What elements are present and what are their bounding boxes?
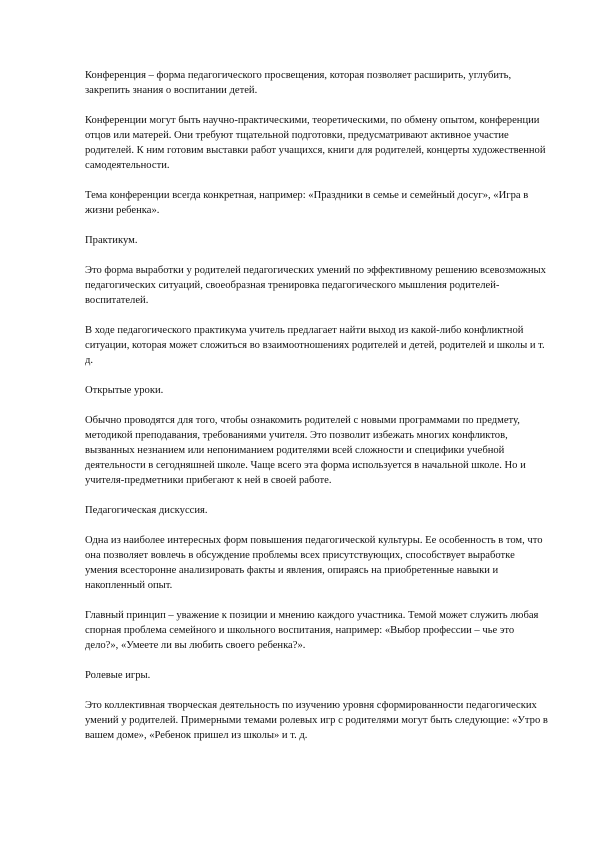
paragraph-practicum-definition: Это форма выработки у родителей педагогических умений по эффективному решению всевозможных педагогических ситуаций, своеобразная тренировка педагогического мышления родителей-воспитателей.	[85, 265, 546, 306]
paragraph-practicum-process: В ходе педагогического практикума учитель предлагает найти выход из какой-либо конфликтной ситуации, которая может сложиться во взаимоотношениях родителей и детей, родителей и школы и т. д.	[85, 325, 545, 366]
heading-role-games: Ролевые игры.	[85, 670, 151, 681]
paragraph-discussion-definition: Одна из наиболее интересных форм повышения педагогической культуры. Ее особенность в том, что она позволяет вовлечь в обсуждение проблемы всех присутствующих, способствует выработке умения всесторонне анализировать факты и явления, опираясь на приобретенные навыки и накопленный опыт.	[85, 535, 543, 591]
paragraph-conference-definition: Конференция – форма педагогического просвещения, которая позволяет расширить, углубить, закрепить знания о воспитании детей.	[85, 70, 512, 96]
paragraph-role-games: Это коллективная творческая деятельность по изучению уровня сформированности педагогических умений у родителей. Примерными темами ролевых игр с родителями могут быть следующие: «Утро в вашем доме», «Ребенок пришел из школы» и т. д.	[85, 700, 548, 741]
paragraph-open-lessons: Обычно проводятся для того, чтобы ознакомить родителей с новыми программами по предмету, методикой преподавания, требованиями учителя. Это позволит избежать многих конфликтов, вызванных незнанием или непониманием родителями всей сложности и специфики учебной деятельности в сегодняшней школе. Чаще всего эта форма используется в начальной школе. Но и учителя-предметники прибегают к ней в своей работе.	[85, 415, 526, 486]
heading-open-lessons: Открытые уроки.	[85, 385, 164, 396]
heading-pedagogical-discussion: Педагогическая дискуссия.	[85, 505, 208, 516]
heading-practicum: Практикум.	[85, 235, 138, 246]
paragraph-conference-topic: Тема конференции всегда конкретная, например: «Праздники в семье и семейный досуг», «Игра в жизни ребенка».	[85, 190, 529, 216]
paragraph-conference-types: Конференции могут быть научно-практическими, теоретическими, по обмену опытом, конференции отцов или матерей. Они требуют тщательной подготовки, предусматривают активное участие родителей. К ним готовим выставки работ учащихся, книги для родителей, концерты художественной самодеятельности.	[85, 115, 546, 171]
paragraph-discussion-principle: Главный принцип – уважение к позиции и мнению каждого участника. Темой может служить любая спорная проблема семейного и школьного воспитания, например: «Выбор профессии – чье это дело?», «Умеете ли вы любить своего ребенка?».	[85, 610, 539, 651]
document-body	[85, 68, 550, 758]
